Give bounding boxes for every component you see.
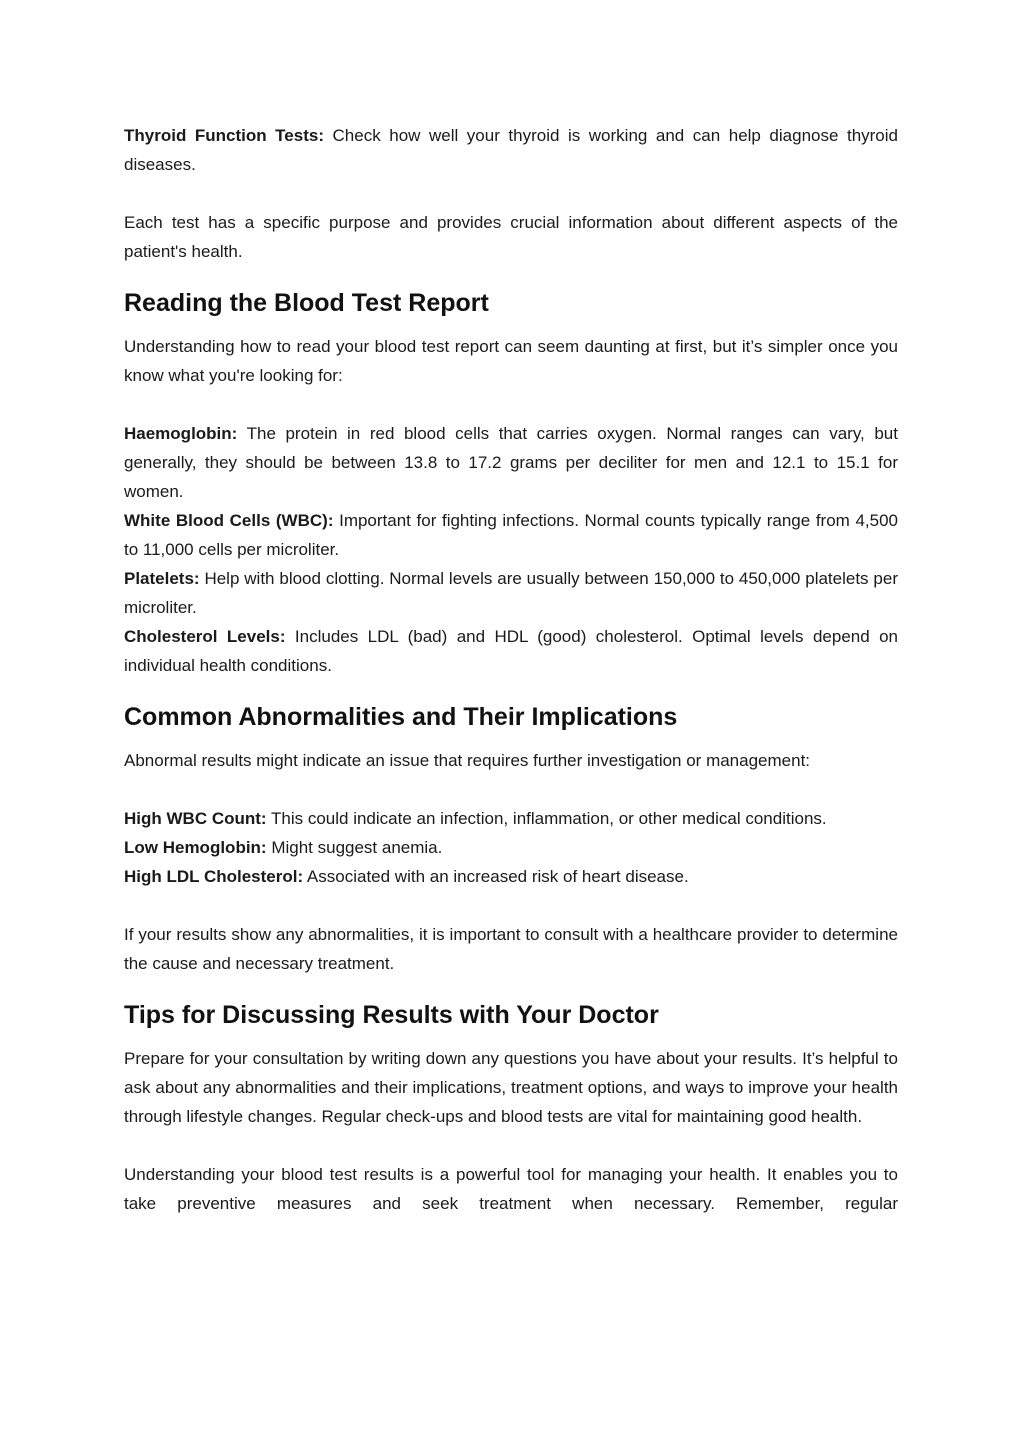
item-label: Platelets: bbox=[124, 569, 200, 588]
item-label: High LDL Cholesterol: bbox=[124, 867, 304, 886]
abnormal-heading: Common Abnormalities and Their Implications bbox=[124, 703, 678, 731]
thyroid-paragraph bbox=[124, 121, 898, 179]
reading-intro: Understanding how to read your blood test report can seem daunting at first, but it’s simpler once you know what you're looking for: bbox=[124, 337, 898, 385]
item-text: Important for fighting infections. Normal counts typically range from 4,500 to 11,000 cells per microliter. bbox=[124, 511, 898, 559]
item-label: Cholesterol Levels: bbox=[124, 627, 286, 646]
thyroid-text: Check how well your thyroid is working and can help diagnose thyroid diseases. bbox=[124, 126, 898, 174]
list-item bbox=[124, 804, 898, 833]
item-text: Associated with an increased risk of heart disease. bbox=[303, 867, 689, 886]
list-item bbox=[124, 833, 898, 862]
item-text: The protein in red blood cells that carries oxygen. Normal ranges can vary, but generally, they should be between 13.8 to 17.2 grams per deciliter for men and 12.1 to 15.1 for women. bbox=[124, 424, 898, 501]
abnormal-outro: If your results show any abnormalities, it is important to consult with a healthcare provider to determine the cause and necessary treatment. bbox=[124, 925, 898, 973]
item-label: Low Hemoglobin: bbox=[124, 838, 267, 857]
list-item bbox=[124, 564, 898, 622]
tips-heading: Tips for Discussing Results with Your Doctor bbox=[124, 1001, 659, 1029]
abnormal-intro: Abnormal results might indicate an issue that requires further investigation or management: bbox=[124, 751, 811, 770]
tips-paragraph-2: Understanding your blood test results is a powerful tool for managing your health. It enables you to take preventive measures and seek treatment when necessary. Remember, regular bbox=[124, 1165, 898, 1213]
reading-heading: Reading the Blood Test Report bbox=[124, 289, 489, 317]
item-label: High WBC Count: bbox=[124, 809, 267, 828]
item-text: Might suggest anemia. bbox=[266, 838, 443, 857]
item-text: Help with blood clotting. Normal levels are usually between 150,000 to 450,000 platelets per microliter. bbox=[124, 569, 898, 617]
thyroid-label: Thyroid Function Tests: bbox=[124, 126, 324, 145]
item-text: This could indicate an infection, inflammation, or other medical conditions. bbox=[266, 809, 827, 828]
item-label: Haemoglobin: bbox=[124, 424, 238, 443]
document-page bbox=[124, 121, 898, 1218]
list-item bbox=[124, 506, 898, 564]
tips-paragraph-1: Prepare for your consultation by writing down any questions you have about your results. It’s helpful to ask about any abnormalities and their implications, treatment options, and ways to improve your health through lifestyle changes. Regular check-ups and blood tests are vital for maintaining good health. bbox=[124, 1049, 898, 1126]
item-label: White Blood Cells (WBC): bbox=[124, 511, 334, 530]
item-text: Includes LDL (bad) and HDL (good) cholesterol. Optimal levels depend on individual health conditions. bbox=[124, 627, 899, 675]
each-test-paragraph: Each test has a specific purpose and provides crucial information about different aspects of the patient's health. bbox=[124, 213, 898, 261]
list-item bbox=[124, 622, 898, 680]
list-item bbox=[124, 419, 898, 506]
list-item bbox=[124, 862, 898, 891]
